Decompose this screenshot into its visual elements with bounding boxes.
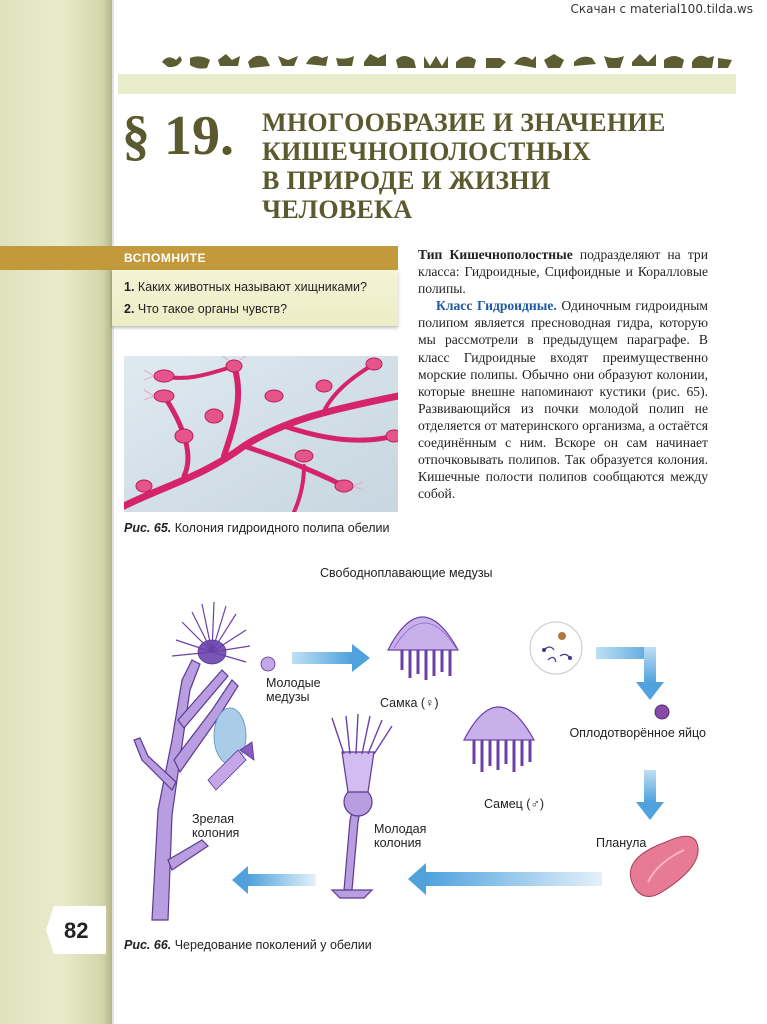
header-band	[118, 74, 736, 94]
obelia-colony-photo	[124, 356, 398, 512]
obelia-life-cycle-diagram	[112, 560, 732, 930]
recall-question	[124, 302, 287, 316]
section-title	[262, 108, 732, 224]
title-line: КИШЕЧНОПОЛОСТНЫХ	[262, 137, 592, 166]
recall-box	[112, 270, 398, 326]
label-planula: Планула	[596, 836, 647, 850]
fertilized-egg-icon	[655, 705, 669, 719]
label-free-medusae: Свободноплавающие медузы	[320, 566, 493, 580]
paragraph	[418, 246, 708, 297]
arrow-left-2	[232, 866, 316, 894]
label-young-medusae: Молодые медузы	[266, 676, 321, 704]
left-margin-band	[0, 0, 112, 1024]
title-line: ЧЕЛОВЕКА	[262, 195, 413, 224]
body-text	[418, 246, 708, 502]
page-number: 82	[64, 918, 89, 943]
figure-65-caption	[124, 521, 400, 536]
paragraph-text: Одиночным гидроидным полипом является пресноводная гидра, которую мы рассмотрели в предыдущем параграфе. В класс Гидроидные входят преимущественно морские полипы. Обычно они образуют колонии, которые внешне напоминают кустики (рис. 65). Развивающийся из почки молодой полип не отделяется от материнского организма, а остаётся соединённым с ним. Вскоре он сам начинает отпочковывать полипов. Так образуется колония. Кишечные полости полипов сообщаются между собой.	[418, 298, 708, 502]
question-text: Что такое органы чувств?	[137, 302, 288, 316]
label-young-colony: Молодая колония	[374, 822, 427, 850]
question-text: Каких животных называют хищниками?	[137, 280, 367, 294]
figure-label: Рис. 65.	[124, 521, 172, 535]
term-bold: Тип Кишечнополостные	[418, 247, 573, 262]
recall-heading: ВСПОМНИТЕ	[124, 251, 206, 265]
life-cycle-illustration	[112, 560, 732, 930]
label-female: Самка (♀)	[380, 696, 439, 710]
figure-label: Рис. 66.	[124, 938, 172, 952]
young-colony-icon	[332, 752, 374, 898]
section-number: § 19.	[122, 105, 234, 167]
arrow-down-1	[596, 647, 664, 700]
figure-66-caption	[124, 938, 524, 953]
animal-silhouette-strip	[160, 50, 734, 70]
gametes-icon	[530, 622, 582, 674]
title-line: В ПРИРОДЕ И ЖИЗНИ	[262, 166, 551, 195]
question-number: 1.	[124, 280, 135, 294]
arrow-down-2	[636, 770, 664, 820]
female-medusa-icon	[388, 617, 458, 680]
recall-question	[124, 280, 367, 294]
caption-text: Колония гидроидного полипа обелии	[171, 521, 390, 535]
recall-heading-bar	[0, 246, 398, 270]
question-number: 2.	[124, 302, 135, 316]
mature-colony-icon	[134, 660, 238, 920]
label-male: Самец (♂)	[484, 797, 544, 811]
caption-text: Чередование поколений у обелии	[171, 938, 372, 952]
paragraph-text: подразделяют на три класса: Гидроидные, Сцифоидные и Коралловые полипы.	[418, 247, 709, 297]
label-mature-colony: Зрелая колония	[192, 812, 240, 840]
paragraph	[418, 297, 708, 502]
class-heading: Класс Гидроидные.	[436, 298, 557, 314]
arrow-left-1	[408, 863, 602, 895]
male-medusa-icon	[464, 707, 534, 772]
label-fertilized-egg: Оплодотворённое яйцо	[569, 726, 706, 740]
title-line: МНОГООБРАЗИЕ И ЗНАЧЕНИЕ	[262, 108, 666, 137]
watermark: Скачан с material100.tilda.ws	[570, 2, 753, 16]
arrow-right	[292, 644, 370, 672]
